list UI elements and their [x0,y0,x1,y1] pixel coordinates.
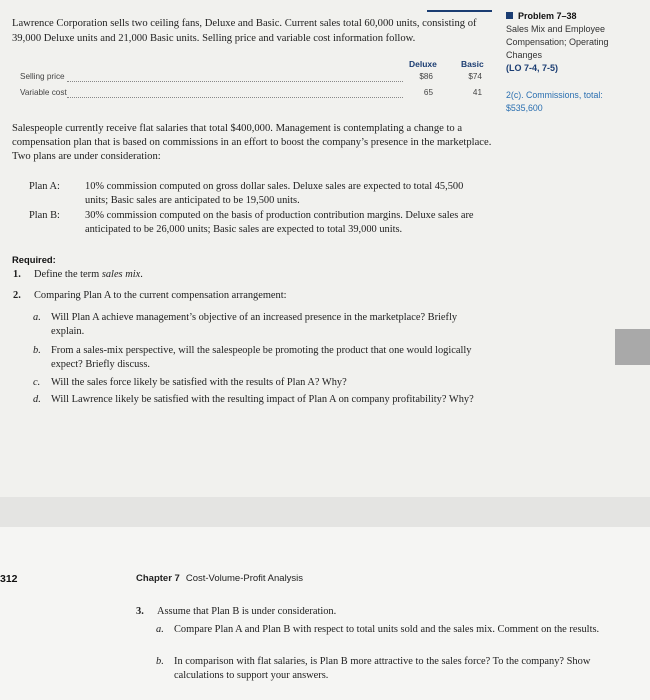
sub-letter: c. [33,377,41,388]
sub-letter: d. [33,394,41,405]
row-variable-cost [20,88,480,102]
sub-text: Will Plan A achieve management’s objective of an increased presence in the marketplace? Briefly explain. [51,312,458,337]
chapter-title: Cost-Volume-Profit Analysis [185,573,304,584]
problem-subtitle: Sales Mix and Employee Compensation; Operating Changes [506,24,609,60]
intro-paragraph: Lawrence Corporation sells two ceiling fans, Deluxe and Basic. Current sales total 60,000 units, consisting of 39,000 Deluxe units and 21,000 Basic units. Selling price and variable cost information follow. [12,18,477,44]
row-label: Selling price [20,72,65,81]
check-figure: 2(c). Commissions, total: $535,600 [506,90,603,113]
deluxe-cost: 65 [423,88,433,97]
question-2a [33,311,483,339]
question-1 [13,268,493,282]
question-text: Assume that Plan B is under consideration. [157,606,337,617]
question-2d [33,393,483,421]
basic-price: $74 [468,72,482,81]
plan-text: 30% commission computed on the basis of production contribution margins. Deluxe sales are anticipated to be 26,000 units; Basic sales are expected to total 39,000 units. [85,210,474,235]
question-3a [156,623,626,651]
question-number: 2. [13,290,21,301]
question-number: 1. [13,269,21,280]
sub-text: In comparison with flat salaries, is Plan B more attractive to the sales force? To the company? Show calculations to support your answers. [174,656,591,681]
leader-dots [67,97,403,98]
question-2 [13,289,493,303]
question-text: Define the term [34,269,102,280]
scroll-marker[interactable] [615,329,650,365]
sub-text: From a sales-mix perspective, will the salespeople be promoting the product that one would logically expect? Briefly discuss. [51,345,472,370]
question-2b [33,344,483,372]
row-label: Variable cost [20,88,67,97]
problem-title: Problem 7–38 [518,11,577,21]
top-rule [427,10,492,12]
sub-text: Compare Plan A and Plan B with respect to total units sold and the sales mix. Comment on the results. [174,624,600,635]
row-selling-price [20,72,480,86]
sub-letter: b. [156,656,164,667]
sub-text: Will the sales force likely be satisfied with the results of Plan A? Why? [51,377,347,388]
square-bullet-icon [506,12,513,19]
deluxe-price: $86 [419,72,433,81]
problem-sidebar [506,10,641,75]
question-text-end: . [140,269,143,280]
page-number: 312 [0,573,18,585]
plan-b [29,209,489,237]
header-basic: Basic [461,59,484,69]
question-2c [33,376,483,390]
chapter-number: Chapter 7 [136,573,180,584]
plan-a [29,180,489,208]
plan-label: Plan B: [29,210,60,221]
plan-text: 10% commission computed on gross dollar sales. Deluxe sales are expected to total 45,500 units; Basic sales are anticipated to be 19,500 units. [85,181,464,206]
question-3b [156,655,626,683]
question-3 [136,605,626,619]
question-text: Comparing Plan A to the current compensation arrangement: [34,290,287,301]
chapter-header [136,573,303,584]
sub-letter: a. [33,312,41,323]
question-number: 3. [136,606,144,617]
salary-paragraph: Salespeople currently receive flat salaries that total $400,000. Management is contemplating a change to a compensation plan that is based on commissions in an effort to boost the company’s presence in the marketplace. Two plans are under consideration: [12,123,492,162]
sub-text: Will Lawrence likely be satisfied with the resulting impact of Plan A on company profitability? Why? [51,394,474,405]
sub-letter: a. [156,624,164,635]
sub-letter: b. [33,345,41,356]
required-heading: Required: [12,254,56,265]
header-deluxe: Deluxe [409,59,437,69]
emphasis-term: sales mix [101,269,141,280]
learning-objectives: (LO 7-4, 7-5) [506,63,559,73]
page-separator [0,497,650,527]
basic-cost: 41 [472,88,482,97]
plan-label: Plan A: [29,181,60,192]
leader-dots [67,81,403,82]
